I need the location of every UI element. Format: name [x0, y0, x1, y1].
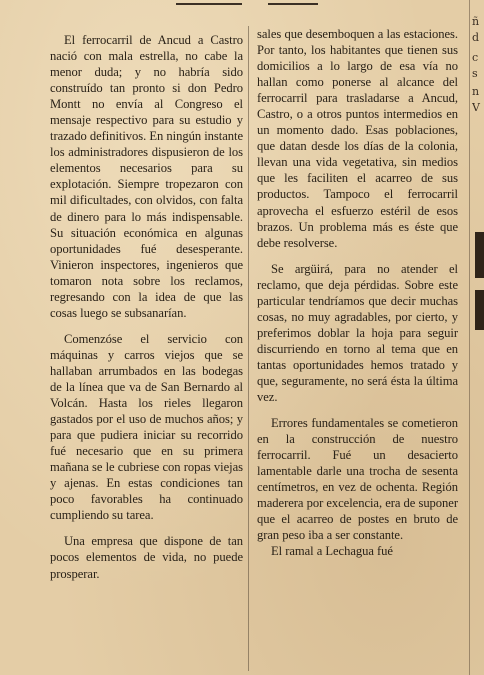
paragraph: Se argüirá, para no atender el reclamo, que deja pérdidas. Sobre este particular tendríamos que decir muchas cosas, no muy agradables, por cierto, y preferimos doblar la hoja para seguir discurriendo en torno al tema que en tantas oportunidades hemos tratado y que, seguramente, no será ésta la última vez.	[257, 261, 458, 405]
edge-letter: ñ	[472, 15, 480, 28]
edge-letter: d	[472, 31, 480, 44]
header-rule	[176, 3, 242, 5]
adjacent-heading-fragment	[475, 232, 484, 278]
left-column	[50, 32, 243, 582]
edge-letter: V	[472, 101, 480, 114]
right-column	[257, 26, 458, 560]
paragraph: El ferrocarril de Ancud a Castro nació con mala estrella, no cabe la menor duda; y no habría sido construído tan pronto si don Pedro Montt no envía al Congreso el mensaje respectivo para su estudio y trazado definitivos. En ningún instante los administradores dispusieron de los elementos necesarios para su explotación. Siempre tropezaron con mil dificultades, con olvidos, con falta de dinero para lo más indispensable. Su situación económica en algunas oportunidades fué desesperante. Vinieron inspectores, ingenieros que tomaron nota sobre los reclamos, regresando con la idea de que las cosas luego se subsanarían.	[50, 33, 243, 320]
column-divider	[469, 0, 470, 675]
paragraph: Una empresa que dispone de tan pocos elementos de vida, no puede prosperar.	[50, 534, 243, 581]
edge-letter: n	[472, 85, 480, 98]
edge-letter: c	[472, 51, 479, 64]
adjacent-column-fragment	[472, 0, 484, 675]
paragraph: El ramal a Lechagua fué	[271, 544, 393, 559]
edge-letter: s	[472, 67, 478, 80]
column-divider	[248, 26, 249, 671]
paragraph: Comenzóse el servicio con máquinas y carros viejos que se hallaban arrumbados en las bodegas de la línea que va de San Bernardo al Volcán. Hasta los rieles llegaron gastados por el uso de muchos años; y para que pudiera iniciar su recorrido fué necesario que en su primera mañana se le cubriese con ropas viejas y ajenas. En estas condiciones tan poco favorables ha continuado cumpliendo su tarea.	[50, 331, 243, 523]
paragraph: sales que desemboquen a las estaciones. Por tanto, los habitantes que tienen sus domicilios a lo largo de esa vía no hallan como ponerse al alcance del ferrocarril para trasladarse a Ancud, Castro, o a otros puntos intermedios en un momento dado. Esas poblaciones, que datan desde los días de la colonia, llevan una vida vegetativa, sin medios que les faciliten el acarreo de sus productos. Tampoco el ferrocarril aprovecha el esfuerzo estéril de esos brazos. Un problema más es éste que debe resolverse.	[257, 27, 458, 250]
adjacent-heading-fragment	[475, 290, 484, 330]
paragraph: Errores fundamentales se cometieron en la construcción de nuestro ferrocarril. Fué un desacierto lamentable darle una trocha de sesenta centímetros, en vez de ochenta. Región maderera por excelencia, era de suponer que el acarreo de postes en bruto de gran peso iba a ser constante.	[257, 416, 458, 543]
header-rule	[268, 3, 318, 5]
